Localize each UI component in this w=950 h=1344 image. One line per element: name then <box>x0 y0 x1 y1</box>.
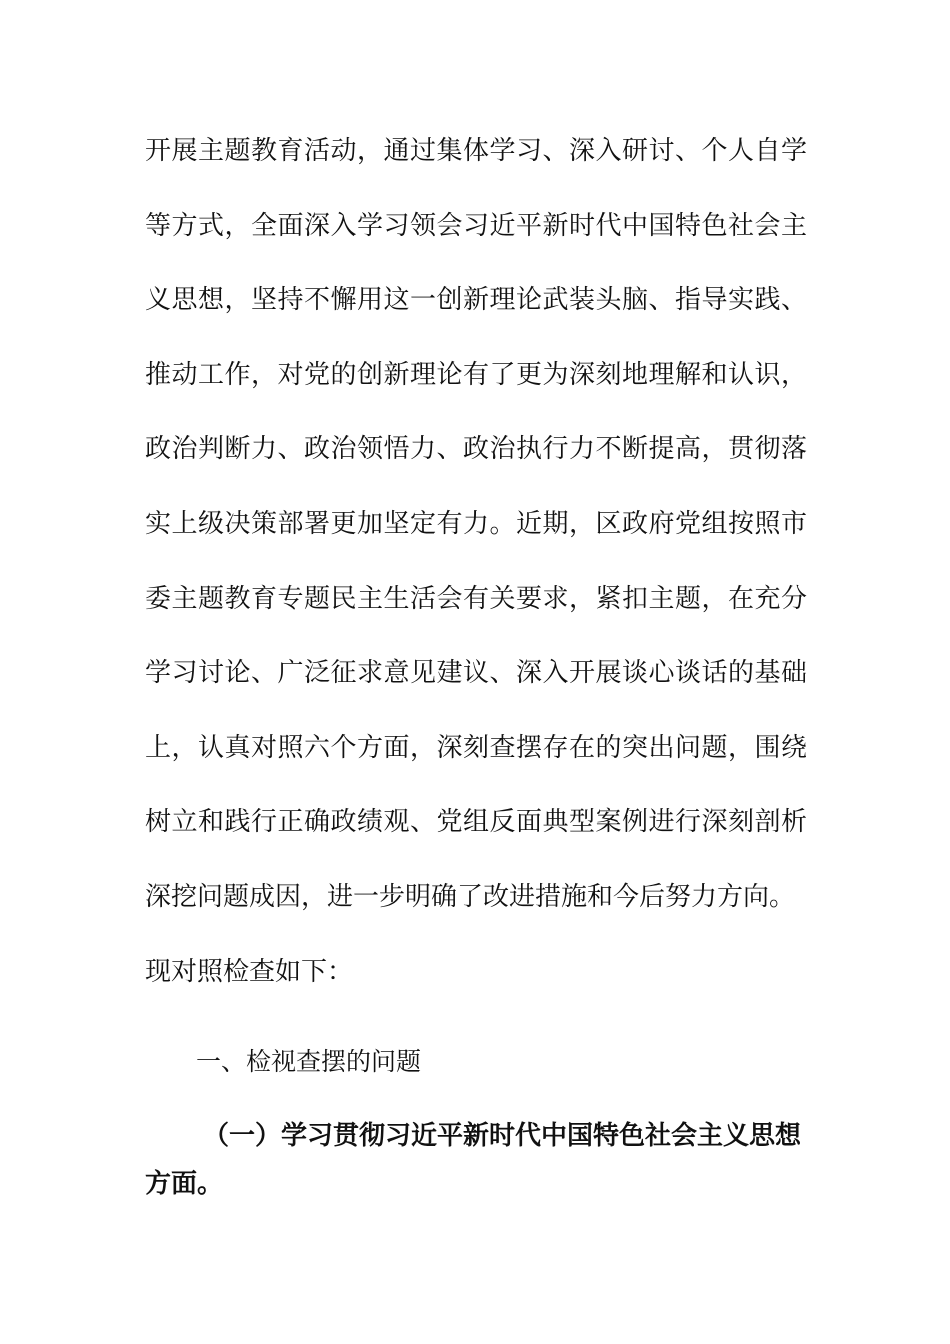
subsection-heading-line: （一）学习贯彻习近平新时代中国特色社会主义思想 <box>203 1121 802 1151</box>
paragraph-line: 深挖问题成因，进一步明确了改进措施和今后努力方向。 <box>145 881 796 912</box>
paragraph-line: 推动工作，对党的创新理论有了更为深刻地理解和认识， <box>145 359 807 390</box>
paragraph-line: 上，认真对照六个方面，深刻查摆存在的突出问题，围绕 <box>145 732 807 763</box>
paragraph-line: 政治判断力、政治领悟力、政治执行力不断提高，贯彻落 <box>145 434 807 465</box>
paragraph-line: 树立和践行正确政绩观、党组反面典型案例进行深刻剖析 <box>145 807 807 838</box>
paragraph-line: 实上级决策部署更加坚定有力。近期，区政府党组按照市 <box>145 508 807 539</box>
paragraph-line: 义思想，坚持不懈用这一创新理论武装头脑、指导实践、 <box>145 285 807 316</box>
section-heading: 一、检视查摆的问题 <box>196 1047 422 1076</box>
paragraph-line: 开展主题教育活动，通过集体学习、深入研讨、个人自学 <box>145 136 807 166</box>
paragraph-line: 等方式，全面深入学习领会习近平新时代中国特色社会主 <box>145 210 807 241</box>
paragraph-line: 现对照检查如下： <box>145 956 354 987</box>
subsection-heading <box>145 1112 807 1208</box>
paragraph-line: 委主题教育专题民主生活会有关要求，紧扣主题，在充分 <box>145 583 807 614</box>
body-paragraph <box>145 114 807 1009</box>
paragraph-line: 学习讨论、广泛征求意见建议、深入开展谈心谈话的基础 <box>145 658 807 689</box>
subsection-heading-line: 方面。 <box>145 1169 224 1199</box>
